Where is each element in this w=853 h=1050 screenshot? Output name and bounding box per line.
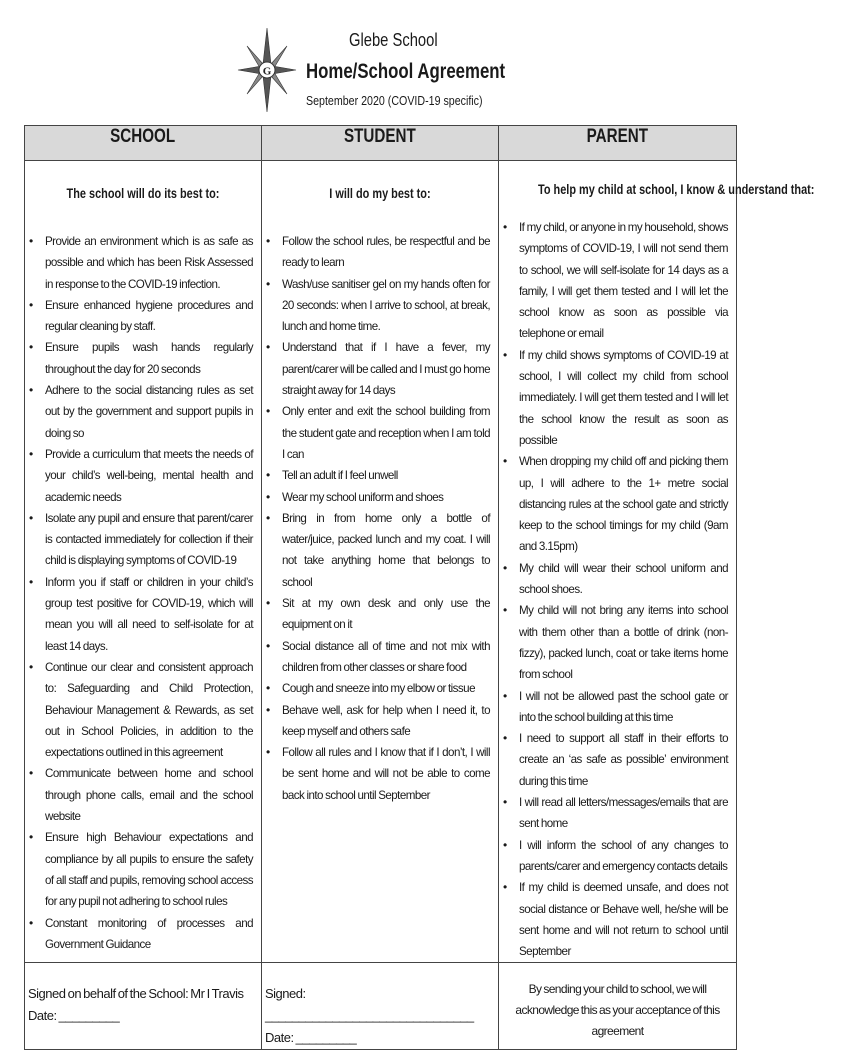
document-header: [0, 0, 770, 120]
list-item: • Constant monitoring of processes and Government Guidance: [45, 913, 261, 956]
student-list: [262, 231, 498, 806]
list-item: • Behave well, ask for help when I need it, to keep myself and others safe: [282, 700, 498, 743]
column-header-row: [25, 126, 737, 161]
school-list: [25, 231, 261, 955]
school-signature-date: Date: _________: [28, 1008, 120, 1024]
school-commitments: [25, 161, 262, 963]
student-signature-date: Date: _________: [265, 1030, 357, 1046]
list-item: • When dropping my child off and picking them up, I will adhere to the 1+ metre social distancing rules at the school gate and strictly keep to the school timings for my child (9am and 3.15pm): [519, 451, 736, 557]
parent-column-heading: PARENT: [499, 126, 737, 161]
parent-commitments: [499, 161, 815, 963]
parent-acknowledgement-cell: [499, 963, 737, 1050]
student-signature: Signed: _______________________________: [265, 986, 474, 1024]
list-item: • My child will not bring any items into school with them other than a bottle of drink (non-fizzy), packed lunch, coat or take items home from school: [519, 600, 736, 685]
list-item: • Only enter and exit the school building from the student gate and reception when I am told I can: [282, 401, 498, 465]
list-item: • Ensure high Behaviour expectations and compliance by all pupils to ensure the safety of all staff and pupils, removing school access for any pupil not adhering to school rules: [45, 827, 261, 912]
school-signature-cell: [25, 963, 262, 1050]
list-item: • Tell an adult if I feel unwell: [282, 465, 498, 486]
list-item: • If my child, or anyone in my household, shows symptoms of COVID-19, I will not send them to school, we will self-isolate for 14 days as a family, I will get them tested and I will let the school know as soon as possible via telephone or email: [519, 217, 736, 345]
school-name: Glebe School: [349, 30, 438, 50]
student-signature-cell: [262, 963, 499, 1050]
list-item: • Ensure enhanced hygiene procedures and regular cleaning by staff.: [45, 295, 261, 338]
list-item: • Wear my school uniform and shoes: [282, 487, 498, 508]
list-item: • Bring in from home only a bottle of water/juice, packed lunch and my coat. I will not take anything home that belongs to school: [282, 508, 498, 593]
list-item: • Inform you if staff or children in your child’s group test positive for COVID-19, which will mean you will all need to self-isolate for at least 14 days.: [45, 572, 261, 657]
list-item: • I will not be allowed past the school gate or into the school building at this time: [519, 686, 736, 729]
list-item: • Follow all rules and I know that if I don’t, I will be sent home and will not be able to come back into school until September: [282, 742, 498, 806]
parent-list: [499, 217, 736, 962]
school-intro: The school will do its best to:: [66, 185, 220, 201]
list-item: • I need to support all staff in their efforts to create an ‘as safe as possible’ environment during this time: [519, 728, 736, 792]
document-subtitle: September 2020 (COVID-19 specific): [306, 93, 483, 108]
school-signature: Signed on behalf of the School: Mr I Travis: [28, 986, 244, 1002]
compass-star-logo-icon: [238, 28, 296, 112]
commitments-row: [25, 161, 737, 963]
list-item: • Social distance all of time and not mix with children from other classes or share food: [282, 636, 498, 679]
signature-row: [25, 963, 737, 1050]
list-item: • Ensure pupils wash hands regularly throughout the day for 20 seconds: [45, 337, 261, 380]
student-column-heading: STUDENT: [262, 126, 499, 161]
list-item: • I will read all letters/messages/emails that are sent home: [519, 792, 736, 835]
list-item: • Isolate any pupil and ensure that parent/carer is contacted immediately for collection if their child is displaying symptoms of COVID-19: [45, 508, 261, 572]
list-item: • If my child shows symptoms of COVID-19 at school, I will collect my child from school immediately. I will get them tested and I will let the school know the result as soon as possible: [519, 345, 736, 451]
list-item: • Continue our clear and consistent approach to: Safeguarding and Child Protection, Behaviour Management & Rewards, as set out in School Policies, in addition to the expectations outlined in this agreement: [45, 657, 261, 763]
list-item: • I will inform the school of any changes to parents/carer and emergency contacts details: [519, 835, 736, 878]
list-item: • If my child is deemed unsafe, and does not social distance or Behave well, he/she will be sent home and will not return to school until September: [519, 877, 736, 962]
parent-acknowledgement: By sending your child to school, we will acknowledge this as your acceptance of this agreement: [515, 982, 720, 1039]
list-item: • Adhere to the social distancing rules as set out by the government and support pupils in doing so: [45, 380, 261, 444]
list-item: • Provide an environment which is as safe as possible and which has been Risk Assessed in response to the COVID-19 infection.: [45, 231, 261, 295]
list-item: • Wash/use sanitiser gel on my hands often for 20 seconds: when I arrive to school, at break, lunch and home time.: [282, 274, 498, 338]
school-column-heading: SCHOOL: [25, 126, 262, 161]
list-item: • Sit at my own desk and only use the equipment on it: [282, 593, 498, 636]
list-item: • Understand that if I have a fever, my parent/carer will be called and I must go home straight away for 14 days: [282, 337, 498, 401]
document-title: Home/School Agreement: [306, 60, 506, 83]
list-item: • Communicate between home and school through phone calls, email and the school website: [45, 763, 261, 827]
svg-text:G: G: [262, 65, 272, 78]
list-item: • Follow the school rules, be respectful and be ready to learn: [282, 231, 498, 274]
parent-intro: To help my child at school, I know & understand that:: [537, 181, 815, 197]
student-commitments: [262, 161, 499, 963]
list-item: • Provide a curriculum that meets the needs of your child’s well-being, mental health and academic needs: [45, 444, 261, 508]
student-intro: I will do my best to:: [329, 185, 431, 201]
agreement-table: [24, 125, 815, 1050]
list-item: • Cough and sneeze into my elbow or tissue: [282, 678, 498, 699]
list-item: • My child will wear their school uniform and school shoes.: [519, 558, 736, 601]
